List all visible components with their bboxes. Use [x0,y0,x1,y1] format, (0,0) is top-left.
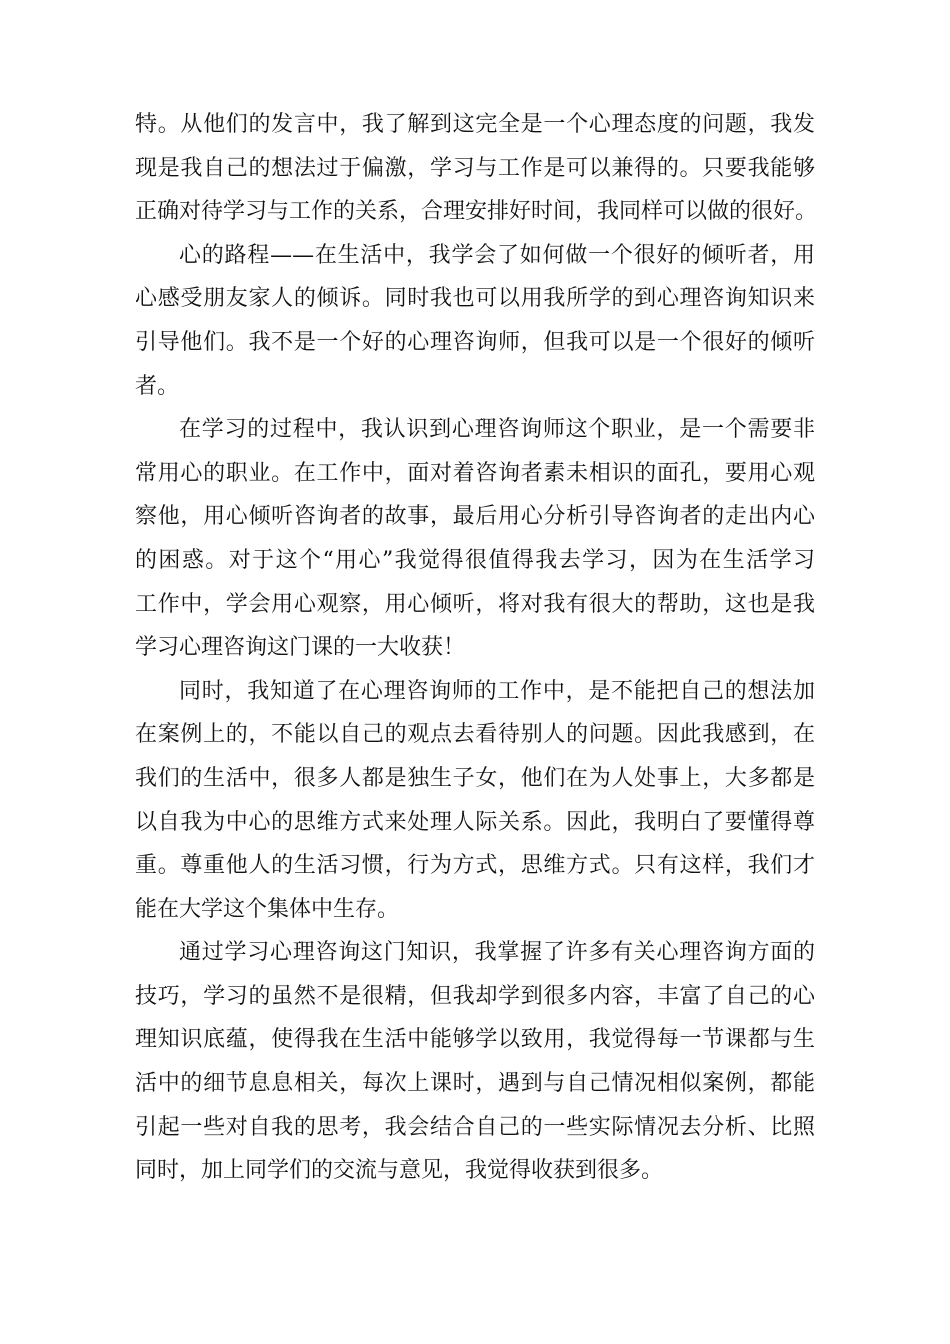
text-line: 现是我自己的想法过于偏激，学习与工作是可以兼得的。只要我能够 [135,155,815,181]
text-line: 同时，我知道了在心理咨询师的工作中，是不能把自己的想法加 [179,678,815,704]
text-line: 在学习的过程中，我认识到心理咨询师这个职业，是一个需要非 [179,417,815,443]
text-line: 引起一些对自我的思考，我会结合自己的一些实际情况去分析、比照 [135,1114,815,1140]
text-line: 活中的细节息息相关，每次上课时，遇到与自己情况相似案例，都能 [135,1071,815,1097]
document-body [135,103,818,1193]
paragraph-4 [135,670,815,932]
text-line: 心感受朋友家人的倾诉。同时我也可以用我所学的到心理咨询知识来 [135,286,815,312]
text-line: 在案例上的，不能以自己的观点去看待别人的问题。因此我感到，在 [135,722,815,748]
text-line: 正确对待学习与工作的关系，合理安排好时间，我同样可以做的很好。 [135,199,818,225]
text-line: 能在大学这个集体中生存。 [135,896,400,922]
text-line: 的困惑。对于这个“用心”我觉得很值得我去学习，因为在生活学习 [135,547,815,573]
text-line: 重。尊重他人的生活习惯，行为方式，思维方式。只有这样，我们才 [135,853,815,879]
text-line: 理知识底蕴，使得我在生活中能够学以致用，我觉得每一节课都与生 [135,1027,815,1053]
text-line: 特。从他们的发言中，我了解到这完全是一个心理态度的问题，我发 [135,112,815,137]
text-line: 同时，加上同学们的交流与意见，我觉得收获到很多。 [135,1158,664,1184]
text-line: 心的路程——在生活中，我学会了如何做一个很好的倾听者，用 [179,242,815,268]
text-line: 察他，用心倾听咨询者的故事，最后用心分析引导咨询者的走出内心 [135,504,815,530]
paragraph-1 [135,103,818,234]
text-line: 常用心的职业。在工作中，面对着咨询者素未相识的面孔，要用心观 [135,460,815,486]
paragraph-5 [135,931,815,1193]
paragraph-2 [135,234,815,408]
text-line: 学习心理咨询这门课的一大收获！ [135,635,466,661]
text-line: 工作中，学会用心观察，用心倾听，将对我有很大的帮助，这也是我 [135,591,815,617]
text-line: 引导他们。我不是一个好的心理咨询师，但我可以是一个很好的倾听 [135,329,815,355]
text-line: 者。 [135,373,180,399]
text-line: 以自我为中心的思维方式来处理人际关系。因此，我明白了要懂得尊 [135,809,815,835]
paragraph-3 [135,408,815,670]
text-line: 通过学习心理咨询这门知识，我掌握了许多有关心理咨询方面的 [179,940,815,966]
text-line: 技巧，学习的虽然不是很精，但我却学到很多内容，丰富了自己的心 [135,983,815,1009]
text-line: 我们的生活中，很多人都是独生子女，他们在为人处事上，大多都是 [135,765,815,791]
